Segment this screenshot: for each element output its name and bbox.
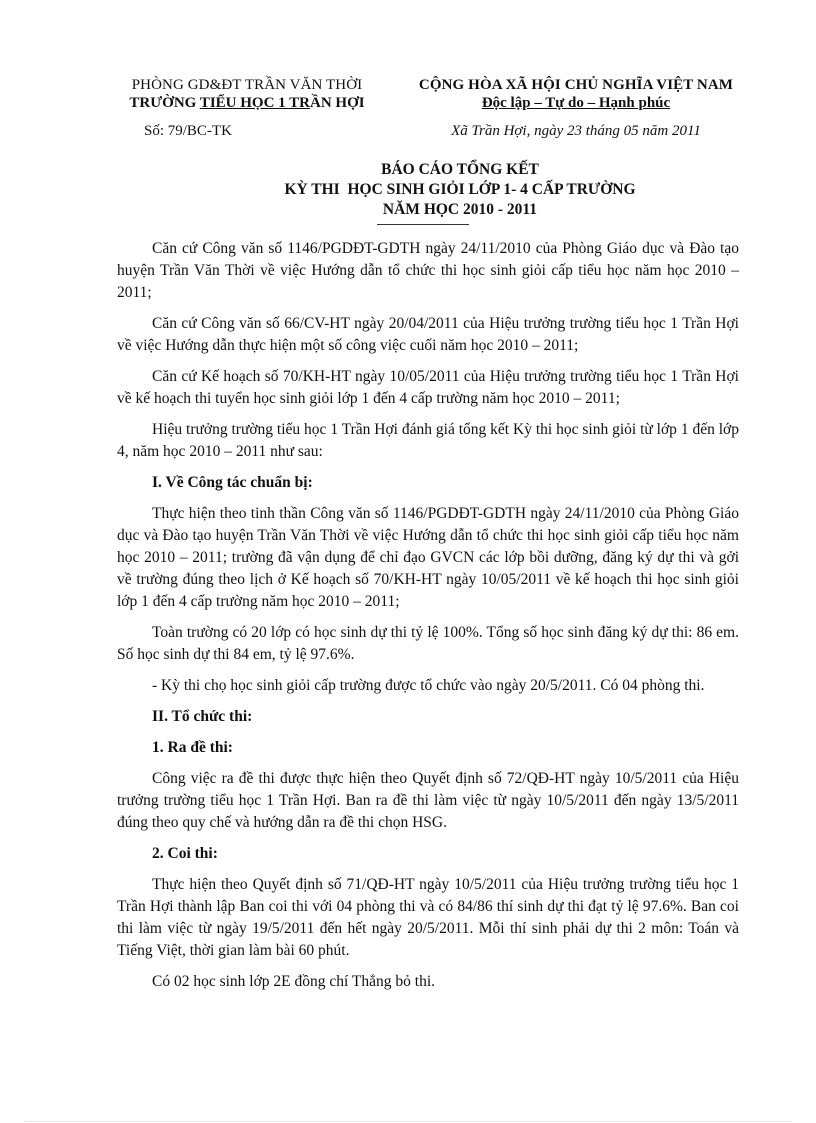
school-name-underlined: TIỂU HỌC 1 TR (199, 95, 310, 111)
issuing-authority-block (117, 76, 377, 139)
national-title: CỘNG HÒA XÃ HỘI CHỦ NGHĨA VIỆT NAM (418, 77, 734, 93)
title-line-2: KỲ THI HỌC SINH GIỎI LỚP 1- 4 CẤP TRƯỜNG (284, 181, 636, 198)
agency-name: PHÒNG GD&ĐT TRẦN VĂN THỜI (131, 77, 363, 93)
section-1-paragraph: - Kỳ thi chọ học sinh giỏi cấp trường được tổ chức vào ngày 20/5/2011. Có 04 phòng thi. (152, 677, 705, 694)
subsection-2-paragraph: Có 02 học sinh lớp 2E đồng chí Thắng bỏ thi. (152, 973, 436, 990)
title-line-3: NĂM HỌC 2010 - 2011 (382, 201, 538, 218)
subsection-1-paragraph: Công việc ra đề thi được thực hiện theo Quyết định số 72/QĐ-HT ngày 10/5/2011 của Hiệu trưởng trường tiểu học 1 Trần Hợi. Ban ra đề thi làm việc từ ngày 10/5/2011 đến ngày 13/5/2011 đúng theo quy chế và hướng dẫn ra đề thi chọn HSG. (117, 770, 739, 831)
document-number: Số: 79/BC-TK (144, 123, 232, 139)
intro-paragraph: Căn cứ Kế hoạch số 70/KH-HT ngày 10/05/2011 của Hiệu trưởng trường tiểu học 1 Trần Hợi về kế hoạch thi tuyển học sinh giỏi lớp 1 đến 4 cấp trường năm học 2010 – 2011; (117, 368, 739, 407)
section-2-heading: II. Tổ chức thi: (152, 708, 253, 725)
subsection-2-paragraph: Thực hiện theo Quyết định số 71/QĐ-HT ngày 10/5/2011 của Hiệu trưởng trường tiểu học 1 Trần Hợi thành lập Ban coi thi với 04 phòng thi và có 84/86 thí sinh dự thi đạt tỷ lệ 97.6%. Ban coi thi làm việc từ ngày 19/5/2011 đến hết ngày 20/5/2011. Mỗi thí sinh phải dự thi 2 môn: Toán và Tiếng Việt, thời gian làm bài 60 phút. (117, 876, 739, 959)
section-1-paragraph: Toàn trường có 20 lớp có học sinh dự thi tỷ lệ 100%. Tổng số học sinh đăng ký dự thi: 86 em. Số học sinh dự thi 84 em, tỷ lệ 97.6%. (117, 624, 739, 663)
title-line-1: BÁO CÁO TỔNG KẾT (381, 161, 539, 178)
place-and-date: Xã Trần Hợi, ngày 23 tháng 05 năm 2011 (451, 123, 701, 139)
school-name-prefix: TRƯỜNG (129, 95, 200, 111)
school-name (117, 94, 377, 112)
report-body (117, 238, 739, 1002)
motto-line (388, 94, 764, 112)
subsection-1-heading: 1. Ra đề thi: (152, 739, 233, 756)
title-separator (377, 224, 469, 225)
section-1-paragraph: Thực hiện theo tinh thần Công văn số 1146/PGDĐT-GDTH ngày 24/11/2010 của Phòng Giáo dục và Đào tạo huyện Trần Văn Thời về việc Hướng dẫn tổ chức thi học sinh giỏi cấp tiểu học năm học 2010 – 2011; trường đã vận dụng để chỉ đạo GVCN các lớp bồi dưỡng, đăng ký dự thi và gởi về trường đúng theo lịch ở Kế hoạch số 70/KH-HT ngày 10/05/2011 về kế hoạch thi học sinh giỏi lớp 1 đến 4 cấp trường năm học 2010 – 2011; (117, 505, 739, 610)
intro-paragraph: Căn cứ Công văn số 1146/PGDĐT-GDTH ngày 24/11/2010 của Phòng Giáo dục và Đào tạo huyện Trần Văn Thời về việc Hướng dẫn tổ chức thi học sinh giỏi cấp tiểu học năm học 2010 – 2011; (117, 240, 739, 301)
report-title (200, 160, 720, 225)
intro-paragraph: Căn cứ Công văn số 66/CV-HT ngày 20/04/2011 của Hiệu trưởng trường tiểu học 1 Trần Hợi về việc Hướng dẫn thực hiện một số công việc cuối năm học 2010 – 2011; (117, 315, 739, 354)
school-name-suffix: ẦN HỢI (310, 95, 365, 111)
national-header-block (388, 76, 764, 139)
page-bottom-dotted-rule (24, 1121, 792, 1122)
intro-paragraph: Hiệu trưởng trường tiểu học 1 Trần Hợi đánh giá tổng kết Kỳ thi học sinh giỏi từ lớp 1 đến lớp 4, năm học 2010 – 2011 như sau: (117, 421, 739, 460)
national-motto: Độc lập – Tự do – Hạnh phúc (481, 95, 671, 111)
section-1-heading: I. Về Công tác chuẩn bị: (152, 474, 313, 491)
subsection-2-heading: 2. Coi thi: (152, 845, 218, 862)
